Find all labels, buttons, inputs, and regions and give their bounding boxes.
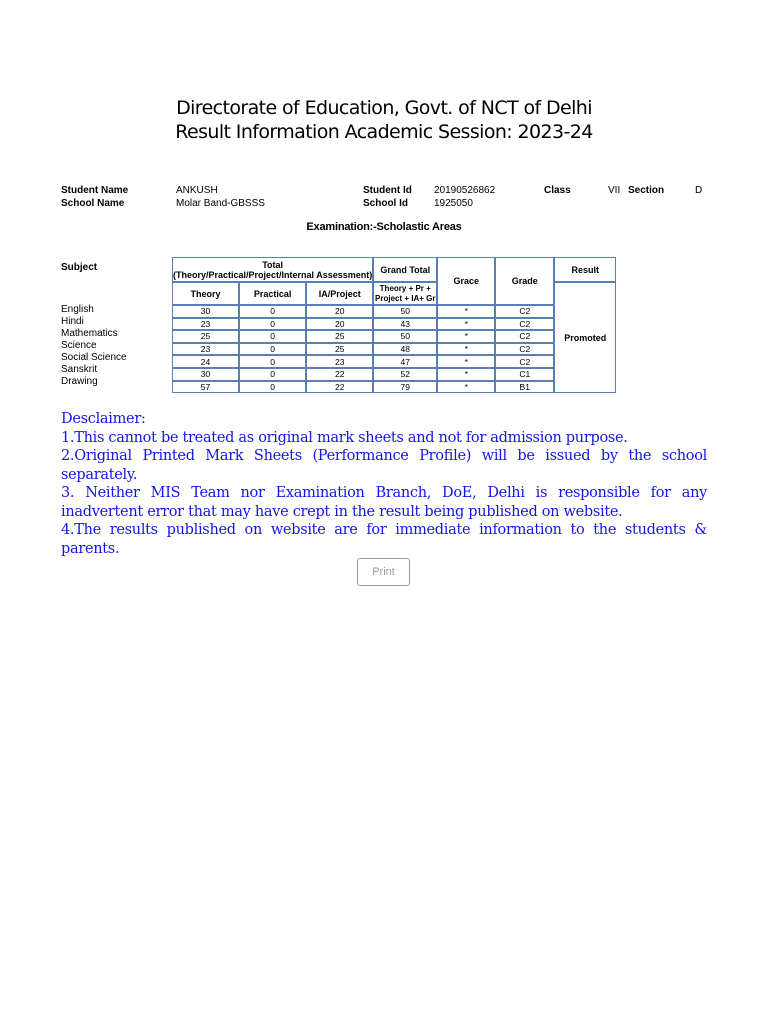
practical-cell: 0 [239,368,306,381]
grace-cell: * [437,381,495,394]
table-row [172,318,616,331]
grace-cell: * [437,343,495,356]
table-row [172,305,616,318]
student-name-label: Student Name [61,185,129,196]
theory-cell: 30 [172,368,239,381]
ia-cell: 22 [306,368,373,381]
subject-name: Sanskrit [61,364,98,375]
ia-cell: 22 [306,381,373,394]
theory-cell: 24 [172,355,239,368]
theory-cell: 23 [172,343,239,356]
table-row [172,330,616,343]
disclaimer-item: 2.Original Printed Mark Sheets (Performance Profile) will be issued by the school separately. [61,448,707,483]
table-row [172,368,616,381]
subject-name: English [61,304,94,315]
subject-list [61,304,127,388]
ia-project-header: IA/Project [306,282,373,305]
total-cell: 47 [373,355,437,368]
marks-table [172,257,616,393]
total-cell: 43 [373,318,437,331]
practical-cell: 0 [239,355,306,368]
grace-cell: * [437,305,495,318]
disclaimer-item: 4.The results published on website are for immediate information to the students & parents. [61,522,707,557]
total-cell: 50 [373,305,437,318]
grace-header: Grace [437,257,495,305]
grade-cell: C2 [495,305,554,318]
page-title-line1: Directorate of Education, Govt. of NCT of Delhi [176,97,592,119]
grand-total-subheader: Theory + Pr + Project + IA+ Gr [373,282,437,305]
section-value: D [695,185,703,196]
total-cell: 79 [373,381,437,394]
grade-cell: C1 [495,368,554,381]
school-id-label: School Id [363,198,408,209]
student-id-label: Student Id [363,185,412,196]
page-title-line2: Result Information Academic Session: 2023-24 [175,121,593,143]
disclaimer-title: Desclaimer: [61,411,146,427]
total-cell: 52 [373,368,437,381]
grace-cell: * [437,368,495,381]
student-id-value: 20190526862 [434,185,496,196]
ia-cell: 25 [306,343,373,356]
grade-header: Grade [495,257,554,305]
disclaimer-item: 1.This cannot be treated as original mark sheets and not for admission purpose. [61,429,628,446]
ia-cell: 20 [306,318,373,331]
grade-cell: C2 [495,330,554,343]
grade-cell: B1 [495,381,554,394]
subject-name: Science [61,340,97,351]
grace-cell: * [437,318,495,331]
grace-cell: * [437,355,495,368]
practical-cell: 0 [239,343,306,356]
theory-cell: 25 [172,330,239,343]
result-header: Result [554,257,616,282]
disclaimer-item: 3. Neither MIS Team nor Examination Branch, DoE, Delhi is responsible for any inadvertent error that may have crept in the result being published on website. [61,485,707,520]
subject-header: Subject [61,262,98,273]
grand-total-header: Grand Total [373,257,437,282]
subject-name: Mathematics [61,328,118,339]
grace-cell: * [437,330,495,343]
practical-cell: 0 [239,318,306,331]
theory-cell: 57 [172,381,239,394]
disclaimer [61,410,707,558]
subject-name: Hindi [61,316,84,327]
grade-cell: C2 [495,355,554,368]
total-header: Total (Theory/Practical/Project/Internal Assessment) [172,257,373,282]
subject-name: Social Science [61,352,127,363]
table-row [172,381,616,394]
theory-cell: 30 [172,305,239,318]
grade-cell: C2 [495,343,554,356]
ia-cell: 20 [306,305,373,318]
total-cell: 48 [373,343,437,356]
result-value: Promoted [554,282,616,393]
practical-cell: 0 [239,305,306,318]
ia-cell: 25 [306,330,373,343]
print-button[interactable]: Print [357,558,410,586]
table-row [172,343,616,356]
subject-name: Drawing [61,376,98,387]
exam-heading: Examination:-Scholastic Areas [306,221,462,233]
student-name-value: ANKUSH [176,185,218,196]
practical-cell: 0 [239,330,306,343]
theory-cell: 23 [172,318,239,331]
practical-header: Practical [239,282,306,305]
school-id-value: 1925050 [434,198,473,209]
ia-cell: 23 [306,355,373,368]
class-label: Class [544,185,571,196]
practical-cell: 0 [239,381,306,394]
class-value: VII [608,185,621,196]
table-row [172,355,616,368]
total-cell: 50 [373,330,437,343]
school-name-value: Molar Band-GBSSS [176,198,265,209]
theory-header: Theory [172,282,239,305]
school-name-label: School Name [61,198,125,209]
grade-cell: C2 [495,318,554,331]
section-label: Section [628,185,665,196]
